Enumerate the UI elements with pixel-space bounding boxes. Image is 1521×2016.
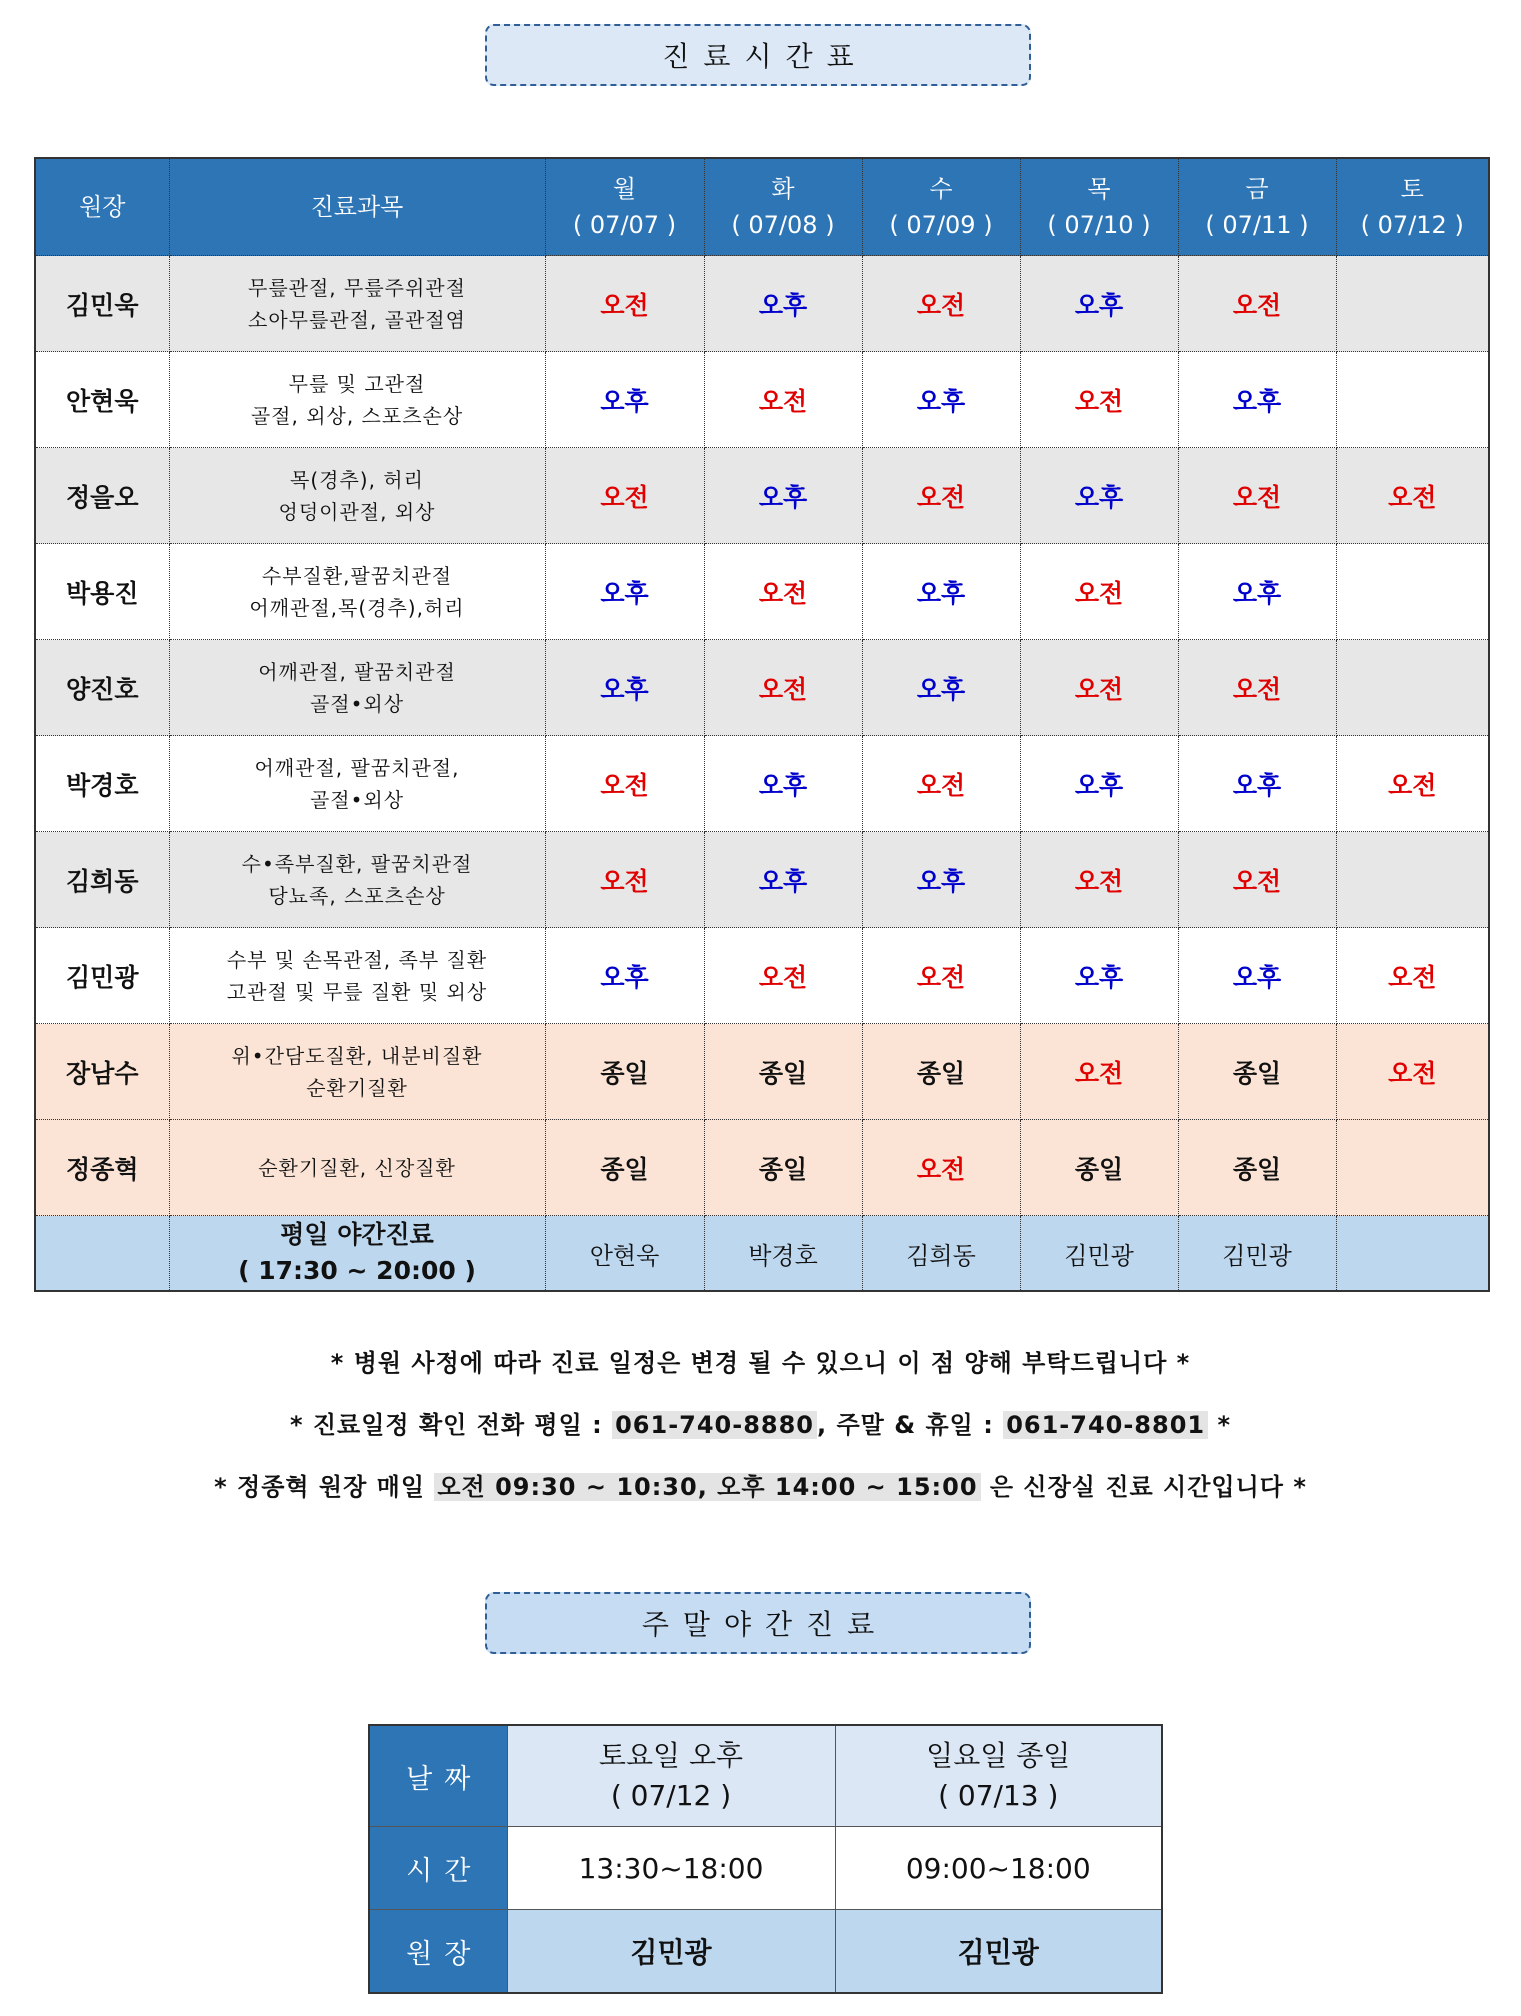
- weekend-date-row: [369, 1725, 1162, 1827]
- weekend-date-label: 날짜: [369, 1725, 507, 1827]
- schedule-slot: 오전: [862, 448, 1020, 544]
- schedule-slot: 오전: [1178, 256, 1336, 352]
- subject-line: 골절•외상: [309, 787, 405, 812]
- header-doctor: 원장: [35, 158, 169, 256]
- weekend-doctor-row: [369, 1910, 1162, 1994]
- schedule-slot: [1336, 640, 1489, 736]
- weekend-day: [835, 1725, 1162, 1827]
- schedule-slot: 오후: [862, 352, 1020, 448]
- schedule-slot: 오전: [545, 736, 704, 832]
- doctor-subject: [169, 256, 545, 352]
- doctor-subject: [169, 1120, 545, 1216]
- doctor-row: [35, 1024, 1489, 1120]
- schedule-slot: 오후: [862, 544, 1020, 640]
- subject-line: 수부질환,팔꿈치관절: [261, 563, 453, 588]
- schedule-slot: 오후: [704, 448, 862, 544]
- schedule-slot: 오후: [704, 736, 862, 832]
- doctor-row: [35, 640, 1489, 736]
- schedule-slot: 오후: [862, 832, 1020, 928]
- doctor-name: 정을오: [35, 448, 169, 544]
- subject-line: 목(경추), 허리: [290, 467, 424, 492]
- schedule-table: [34, 157, 1490, 1292]
- day-label: 화: [771, 175, 795, 203]
- day-label: 수: [929, 175, 953, 203]
- subject-line: 무릎관절, 무릎주위관절: [248, 275, 466, 300]
- schedule-slot: 종일: [1178, 1024, 1336, 1120]
- doctor-name: 양진호: [35, 640, 169, 736]
- schedule-slot: 오전: [862, 1120, 1020, 1216]
- subject-line: 수부 및 손목관절, 족부 질환: [226, 947, 488, 972]
- doctor-row: [35, 1120, 1489, 1216]
- schedule-slot: 오전: [1178, 832, 1336, 928]
- schedule-slot: 오후: [862, 640, 1020, 736]
- night-label-line1: 평일 야간진료: [280, 1220, 434, 1249]
- doctor-subject: [169, 928, 545, 1024]
- header-subject: 진료과목: [169, 158, 545, 256]
- schedule-slot: 오후: [704, 256, 862, 352]
- weekend-day-date: ( 07/12 ): [610, 1779, 732, 1812]
- schedule-slot: 오전: [545, 832, 704, 928]
- night-doctor: 김희동: [862, 1216, 1020, 1292]
- day-label: 토: [1400, 175, 1424, 203]
- header-day: [1020, 158, 1178, 256]
- day-date: ( 07/07 ): [572, 211, 677, 239]
- dialysis-hours: 오전 09:30 ~ 10:30, 오후 14:00 ~ 15:00: [434, 1473, 980, 1501]
- doctor-name: 정종혁: [35, 1120, 169, 1216]
- day-label: 금: [1245, 175, 1269, 203]
- doctor-name: 김희동: [35, 832, 169, 928]
- subject-line: 어깨관절, 팔꿈치관절,: [254, 755, 460, 780]
- subject-line: 고관절 및 무릎 질환 및 외상: [226, 979, 488, 1004]
- schedule-header-row: [35, 158, 1489, 256]
- doctor-row: [35, 256, 1489, 352]
- doctor-name: 장남수: [35, 1024, 169, 1120]
- note-phone-suffix: *: [1208, 1411, 1232, 1439]
- schedule-slot: [1336, 1120, 1489, 1216]
- night-doctor: 김민광: [1020, 1216, 1178, 1292]
- night-doctor: 박경호: [704, 1216, 862, 1292]
- schedule-slot: [1336, 352, 1489, 448]
- subject-line: 소아무릎관절, 골관절염: [248, 307, 466, 332]
- schedule-slot: 오전: [704, 928, 862, 1024]
- schedule-slot: 오전: [862, 928, 1020, 1024]
- subject-line: 수•족부질환, 팔꿈치관절: [241, 851, 473, 876]
- schedule-slot: 오전: [704, 352, 862, 448]
- doctor-row: [35, 448, 1489, 544]
- schedule-slot: 오후: [704, 832, 862, 928]
- weekend-doctor: 김민광: [835, 1910, 1162, 1994]
- header-day: [1336, 158, 1489, 256]
- schedule-slot: 오전: [545, 448, 704, 544]
- schedule-slot: 종일: [862, 1024, 1020, 1120]
- schedule-slot: 종일: [545, 1120, 704, 1216]
- day-label: 목: [1087, 175, 1111, 203]
- schedule-slot: 오전: [1178, 640, 1336, 736]
- note-dialysis-prefix: * 정종혁 원장 매일: [214, 1473, 435, 1501]
- schedule-slot: 오후: [1020, 448, 1178, 544]
- note-phone-prefix: * 진료일정 확인 전화 평일 :: [289, 1411, 613, 1439]
- schedule-slot: 종일: [1178, 1120, 1336, 1216]
- subject-line: 순환기질환: [306, 1075, 408, 1100]
- weekend-doctor: 김민광: [507, 1910, 835, 1994]
- subject-line: 어깨관절, 팔꿈치관절: [258, 659, 456, 684]
- doctor-subject: [169, 736, 545, 832]
- schedule-slot: 오전: [545, 256, 704, 352]
- schedule-slot: 오전: [1178, 448, 1336, 544]
- header-day: [704, 158, 862, 256]
- schedule-slot: 오후: [1178, 736, 1336, 832]
- schedule-slot: 오전: [1336, 1024, 1489, 1120]
- subject-line: 순환기질환, 신장질환: [258, 1155, 456, 1180]
- notes: [0, 1340, 1521, 1526]
- schedule-slot: 오후: [1178, 352, 1336, 448]
- schedule-slot: 종일: [1020, 1120, 1178, 1216]
- doctor-row: [35, 832, 1489, 928]
- schedule-title: 진료시간표: [485, 24, 1031, 86]
- night-doctor: 안현욱: [545, 1216, 704, 1292]
- night-clinic-label: [169, 1216, 545, 1292]
- schedule-slot: 오전: [1020, 352, 1178, 448]
- schedule-slot: 종일: [545, 1024, 704, 1120]
- weekend-time-row: [369, 1827, 1162, 1910]
- note-dialysis-suffix: 은 신장실 진료 시간입니다 *: [980, 1473, 1307, 1501]
- schedule-slot: 오전: [1336, 736, 1489, 832]
- note-phone: [0, 1402, 1521, 1464]
- night-doctor: 김민광: [1178, 1216, 1336, 1292]
- doctor-row: [35, 352, 1489, 448]
- schedule-slot: 오전: [862, 736, 1020, 832]
- schedule-slot: 오후: [545, 640, 704, 736]
- schedule-slot: 오후: [545, 928, 704, 1024]
- weekend-day-date: ( 07/13 ): [938, 1779, 1059, 1812]
- day-date: ( 07/10 ): [1047, 211, 1151, 239]
- schedule-slot: 종일: [704, 1024, 862, 1120]
- schedule-slot: 오후: [1020, 736, 1178, 832]
- schedule-slot: [1336, 832, 1489, 928]
- schedule-slot: 오전: [862, 256, 1020, 352]
- schedule-slot: 오후: [1020, 256, 1178, 352]
- schedule-slot: [1336, 544, 1489, 640]
- doctor-row: [35, 928, 1489, 1024]
- weekend-day-label: 토요일 오후: [598, 1739, 744, 1772]
- schedule-slot: 오전: [704, 544, 862, 640]
- schedule-slot: 오전: [1020, 832, 1178, 928]
- subject-line: 어깨관절,목(경추),허리: [249, 595, 465, 620]
- day-label: 월: [612, 175, 637, 203]
- doctor-name: 김민광: [35, 928, 169, 1024]
- doctor-subject: [169, 352, 545, 448]
- doctor-subject: [169, 640, 545, 736]
- weekend-day: [507, 1725, 835, 1827]
- schedule-slot: 오후: [1178, 928, 1336, 1024]
- doctor-subject: [169, 1024, 545, 1120]
- schedule-slot: 오후: [1020, 928, 1178, 1024]
- schedule-slot: 오후: [1178, 544, 1336, 640]
- schedule-slot: 오전: [1336, 448, 1489, 544]
- header-day: [1178, 158, 1336, 256]
- weekend-phone: 061-740-8801: [1003, 1411, 1208, 1439]
- doctor-name: 박용진: [35, 544, 169, 640]
- schedule-slot: [1336, 256, 1489, 352]
- doctor-row: [35, 736, 1489, 832]
- header-day: [862, 158, 1020, 256]
- doctor-subject: [169, 832, 545, 928]
- night-empty-cell: [35, 1216, 169, 1292]
- weekend-time: 13:30~18:00: [507, 1827, 835, 1910]
- subject-line: 엉덩이관절, 외상: [278, 499, 436, 524]
- subject-line: 당뇨족, 스포츠손상: [268, 883, 446, 908]
- doctor-subject: [169, 448, 545, 544]
- weekend-table: [368, 1724, 1163, 1994]
- doctor-name: 안현욱: [35, 352, 169, 448]
- schedule-slot: 오전: [1020, 640, 1178, 736]
- schedule-slot: 오후: [545, 544, 704, 640]
- night-label-line2: ( 17:30 ~ 20:00 ): [238, 1256, 476, 1285]
- schedule-slot: 종일: [704, 1120, 862, 1216]
- note-dialysis: [0, 1464, 1521, 1526]
- doctor-row: [35, 544, 1489, 640]
- night-doctor: [1336, 1216, 1489, 1292]
- subject-line: 무릎 및 고관절: [288, 371, 426, 396]
- subject-line: 골절, 외상, 스포츠손상: [250, 403, 464, 428]
- header-day: [545, 158, 704, 256]
- weekend-time-label: 시간: [369, 1827, 507, 1910]
- schedule-slot: 오전: [1336, 928, 1489, 1024]
- schedule-slot: 오전: [1020, 1024, 1178, 1120]
- day-date: ( 07/08 ): [731, 211, 835, 239]
- weekend-time: 09:00~18:00: [835, 1827, 1162, 1910]
- night-clinic-row: [35, 1216, 1489, 1292]
- schedule-slot: 오후: [545, 352, 704, 448]
- schedule-slot: 오전: [704, 640, 862, 736]
- weekend-day-label: 일요일 종일: [926, 1739, 1071, 1772]
- day-date: ( 07/12 ): [1360, 211, 1464, 239]
- subject-line: 골절•외상: [309, 691, 405, 716]
- weekend-title: 주말야간진료: [485, 1592, 1031, 1654]
- day-date: ( 07/11 ): [1205, 211, 1309, 239]
- day-date: ( 07/09 ): [889, 211, 993, 239]
- doctor-name: 김민욱: [35, 256, 169, 352]
- doctor-subject: [169, 544, 545, 640]
- schedule-slot: 오전: [1020, 544, 1178, 640]
- note-phone-mid: , 주말 & 휴일 :: [817, 1411, 1004, 1439]
- note-schedule-change: * 병원 사정에 따라 진료 일정은 변경 될 수 있으니 이 점 양해 부탁드립니다 *: [330, 1349, 1191, 1377]
- subject-line: 위•간담도질환, 내분비질환: [231, 1043, 483, 1068]
- weekend-doctor-label: 원장: [369, 1910, 507, 1994]
- weekday-phone: 061-740-8880: [612, 1411, 817, 1439]
- doctor-name: 박경호: [35, 736, 169, 832]
